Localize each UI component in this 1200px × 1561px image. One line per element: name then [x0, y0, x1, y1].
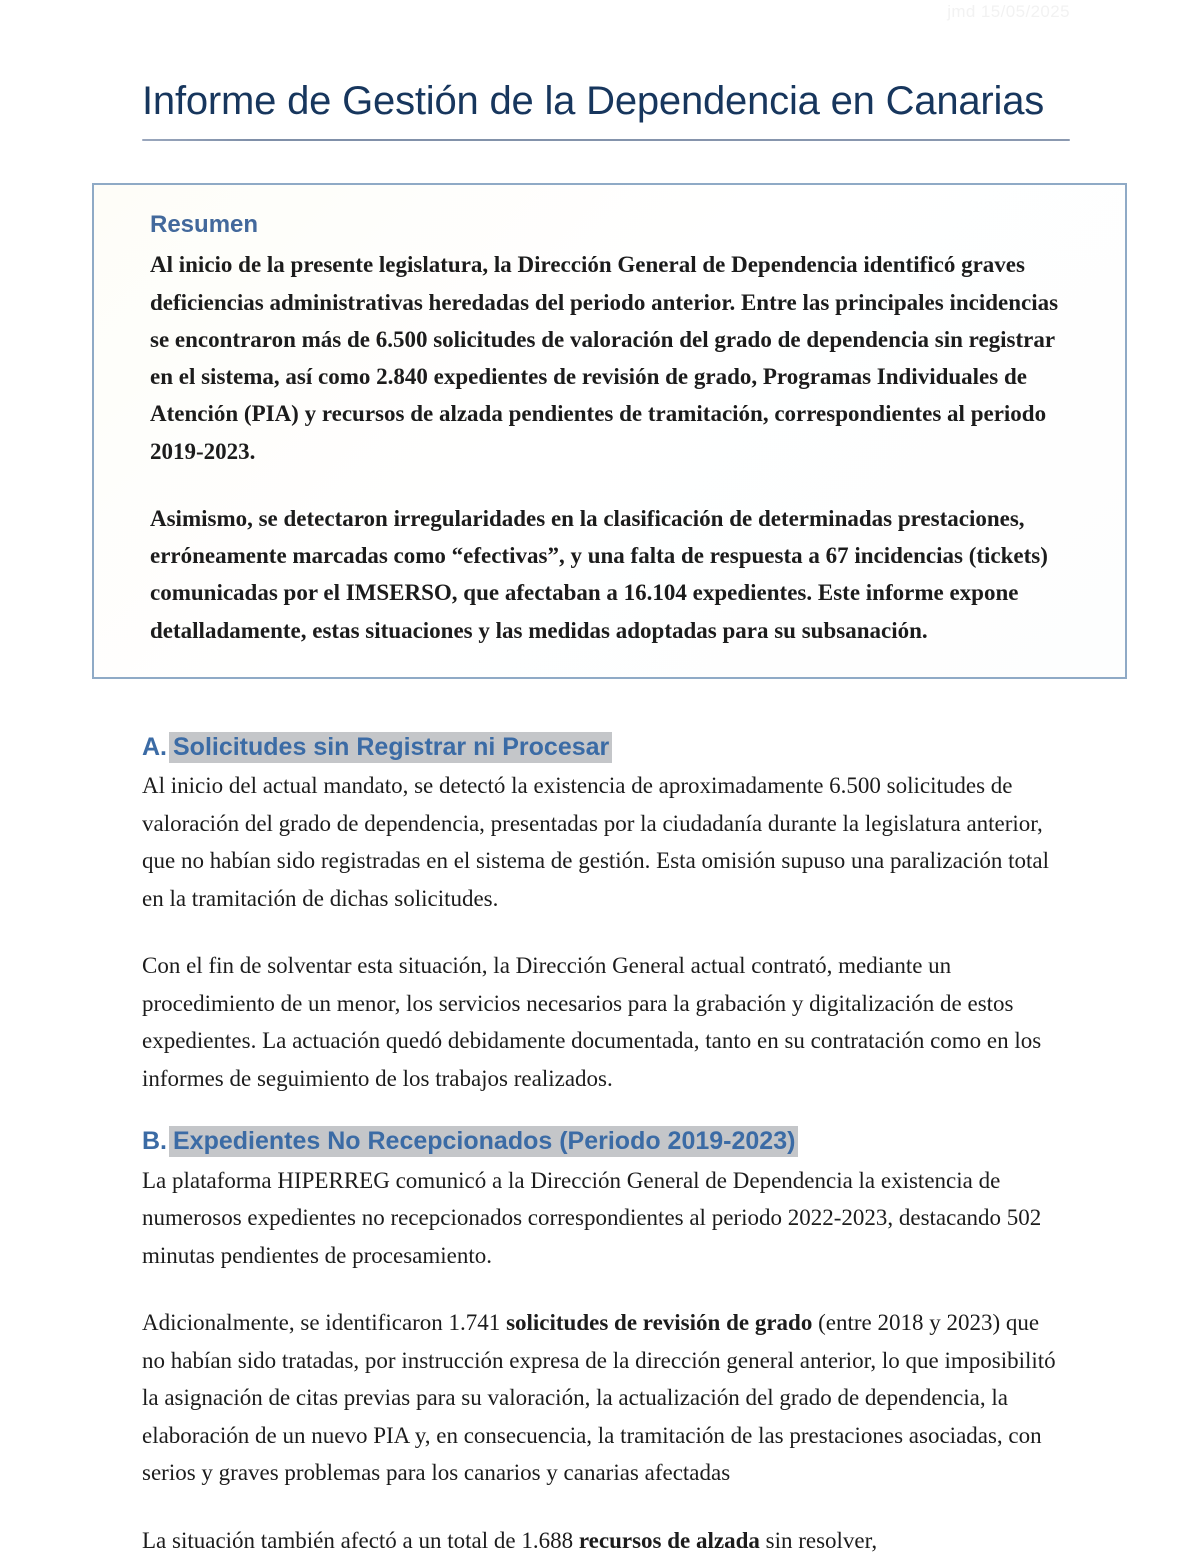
section-b-paragraph: La plataforma HIPERREG comunicó a la Dirección General de Dependencia la existencia de numerosos expedientes no recepcionados correspondientes al periodo 2022-2023, destacando 502 minutas pendientes de procesamiento. [142, 1167, 1042, 1268]
text-run: (entre 2018 y 2023) que no habían sido tratadas, por instrucción expresa de la dirección general anterior, lo que imposibilitó la asignación de citas previas para su valoración, la actualización del grado de dependencia, la elaboración de un nuevo PIA y, en consecuencia, la tramitación de las prestaciones asociadas, con serios y graves problemas para los canarios y canarias afectadas [142, 1310, 1056, 1486]
sections-container [130, 731, 1070, 1559]
section-a-title: Solicitudes sin Registrar ni Procesar [169, 732, 612, 763]
emphasis-run: solicitudes de revisión de grado [506, 1310, 813, 1336]
abstract-box [92, 183, 1127, 679]
section-a-paragraph: Con el fin de solventar esta situación, la Dirección General actual contrató, mediante un procedimiento de un menor, los servicios necesarios para la grabación y digitalización de estos expedientes. La actuación quedó debidamente documentada, tanto en su contratación como en los informes de seguimiento de los trabajos realizados. [142, 953, 1042, 1091]
abstract-paragraph: Asimismo, se detectaron irregularidades en la clasificación de determinadas prestaciones, erróneamente marcadas como “efectivas”, y una falta de respuesta a 67 incidencias (tickets) comunicadas por el IMSERSO, que afectaban a 16.104 expedientes. Este informe expone detalladamente, estas situaciones y las medidas adoptadas para su subsanación. [150, 505, 1048, 643]
text-run: Adicionalmente, se identificaron 1.741 [142, 1310, 507, 1336]
section-b-letter: B. [142, 1127, 167, 1156]
section-b-paragraph [142, 1304, 1067, 1491]
emphasis-run: recursos de alzada [578, 1527, 760, 1553]
title-divider [142, 139, 1070, 141]
running-head-text: jmd 15/05/2025 [947, 2, 1070, 21]
abstract-paragraph: Al inicio de la presente legislatura, la Dirección General de Dependencia identificó graves deficiencias administrativas heredadas del periodo anterior. Entre las principales incidencias se encontraron más de 6.500 solicitudes de valoración del grado de dependencia sin registrar en el sistema, así como 2.840 expedientes de revisión de grado, Programas Individuales de Atención (PIA) y recursos de alzada pendientes de tramitación, correspondientes al periodo 2019-2023. [150, 252, 1059, 464]
section-b [142, 1125, 1070, 1559]
text-run: sin resolver, [759, 1527, 878, 1553]
page-title: Informe de Gestión de la Dependencia en Canarias [142, 79, 1045, 123]
section-b-heading [142, 1125, 1070, 1159]
abstract-heading: Resumen [150, 211, 259, 239]
section-a-paragraph: Al inicio del actual mandato, se detectó la existencia de aproximadamente 6.500 solicitudes de valoración del grado de dependencia, presentadas por la ciudadanía durante la legislatura anterior, que no habían sido registradas en el sistema de gestión. Esta omisión supuso una paralización total en la tramitación de dichas solicitudes. [142, 773, 1050, 911]
section-a [142, 731, 1070, 1097]
section-a-heading [142, 731, 1070, 765]
text-run: La situación también afectó a un total de 1.688 [142, 1527, 579, 1553]
section-a-letter: A. [142, 732, 167, 761]
section-b-paragraph [142, 1522, 1067, 1559]
document-content-column [130, 0, 1070, 1559]
section-b-title: Expedientes No Recepcionados (Periodo 2019-2023) [169, 1126, 798, 1157]
